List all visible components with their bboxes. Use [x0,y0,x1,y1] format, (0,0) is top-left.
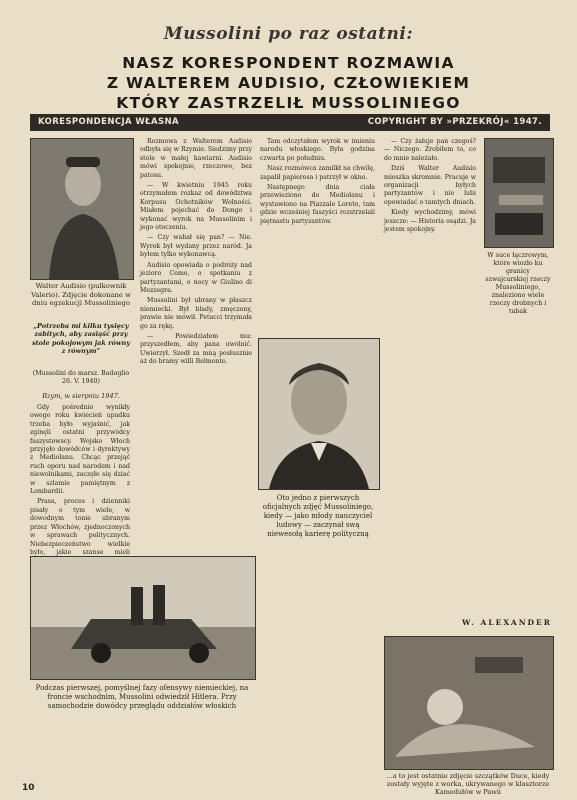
suitcase-photo [484,138,554,248]
remains-photo-icon [385,637,553,769]
column-4-p3: Kiedy wychodzimy, mówi jeszcze: — Historia osądzi. Ja jestem spokojny. [384,209,476,234]
column-4-p2: Dziś Walter Audisio mieszka skromnie. Pracuje w organizacji byłych partyzantów i nie lubi opowiadać o tamtych dniach. [384,165,476,206]
suitcase-caption: W suce łączrowym, które wiozło ku granicy szwajcarskiej rzeczy Mussoliniego, znaleziono wiele rzeczy drobnych i tabak [485,252,551,315]
audisio-photo-icon [31,139,133,279]
column-2-p5: Mussolini był ubrany w płaszcz niemiecki. Był blady, zmęczony, prawie nie mówił. Petacci trzymała go za rękę. [140,297,252,330]
headline-line-3: KTÓRY ZASTRZELIŁ MUSSOLINIEGO [116,94,461,112]
column-2-p2: — W kwietniu 1945 roku otrzymałem rozkaz od dowództwa Korpusu Ochotników Wolności. Miałem pojechać do Dongo i wykonać wyrok na Mussolinim i jego otoczeniu. [140,182,252,232]
column-1-p1: Gdy pośrednio wynikły owego roku kwiecień upadku trzeba było wyjaśnić, jak zginęli ostatni przywódcy faszystowscy. Wojsko Włoch przyjęło dowódców i dyrektywy z Mediolanu. Chcąc przejąć ruch oporu nad narodem i nad niewolnikami, zaczęło się dziać w szlamie pamiętnym z Lombardii. [30,404,130,496]
audisio-caption: Walter Audisio (pulkownik Valerio). Zdjęcie dokonane w dniu egzekucji Mussoliniego [31,282,131,308]
remains-caption: ...a to jest ostatnie zdjęcie szczątków Duce, kiedy zostały wyjęte z worka, ukrywanego w klasztorze Kamedułów w Pawii [386,772,550,796]
column-3 [260,138,375,333]
portrait-photo [258,338,380,490]
dateline: Rzym, w sierpniu 1947. [42,392,120,400]
car-photo-icon [31,557,255,679]
column-4-p1: — Czy żałuje pan czegoś? — Niczego. Zrobiłem to, co do mnie należało. [384,138,476,162]
column-3-p2: Nasz rozmówca zamilkł na chwilę, zapalił papierosa i patrzył w okno. [260,165,375,181]
page-number: 10 [22,783,35,793]
kicker-title: Mussolini po raz ostatni: [163,24,414,44]
column-2-p6: — Powiedziałem mu: przyszedłem, aby pana uwolnić. Uwierzył. Szedł za mną posłusznie aż do bramy willi Belmonte. [140,332,252,366]
column-2-p4: Audisio opowiada o podróży nad jezioro Como, o spotkaniu z partyzantami, o nocy w Giulino di Mezzegra. [140,261,252,294]
column-2-p3: — Czy wahał się pan? — Nie. Wyrok był wydany przez naród. Ja byłem tylko wykonawcą. [140,234,252,259]
portrait-caption: Oto jedno z pierwszych oficjalnych zdjęć Mussoliniego, kiedy — jako młody nauczyciel ludowy — zaczynał swą niewesołą karierę polityczną [262,494,374,538]
column-1 [30,404,130,554]
portrait-photo-icon [259,339,379,489]
column-2 [140,138,252,528]
headline-line-1: NASZ KORESPONDENT ROZMAWIA [122,54,455,72]
quote-text: „Potrzeba mi kilku tysięcy zabitych, aby zasiąść przy stole pokojowym jak równy z równym” [32,322,130,356]
column-4 [384,138,476,388]
column-3-p3: Następnego dnia ciała przewieziono do Mediolanu i wystawiono na Piazzale Loreto, tam gdzie wcześniej faszyści rozstrzelali piętnastu partyzantów. [260,184,375,225]
car-caption: Podczas pierwszej, pomyślnej fazy ofensywy niemieckiej, na froncie wschodnim, Mussolini odwiedził Hitlera. Przy samochodzie dowódcy przeglądu oddziałów włoskich [35,684,249,710]
column-3-p1: Tam odczytałem wyrok w imieniu narodu włoskiego. Była godzina czwarta po południu. [260,138,375,162]
column-2-p1: Rozmowa z Walterem Audisio odbyła się w Rzymie. Siedzimy przy stole w małej kawiarni. Audisio mówi spokojnie, rzeczowo, bez patosu. [140,138,252,179]
car-photo [30,556,256,680]
audisio-photo [30,138,134,280]
author-signature: W. ALEXANDER [462,618,552,627]
byline-band [30,114,550,131]
headline [30,53,547,113]
column-1-p2: Prasa, proces i dzienniki pisały o tym wiele, w dowodnym tonie ubranym przez Włochów, zjednoczonych w sprawach politycznych. Niebezpieczeństwo wielkie było, jakie szanse mieli [30,498,130,556]
remains-photo [384,636,554,770]
byline-left: KORESPONDENCJA WŁASNA [38,117,180,127]
copyright-label: COPYRIGHT BY »PRZEKRÓJ« 1947. [367,117,542,127]
quote-source: (Mussolini do marsz. Badoglio 26. V. 1940) [32,370,130,385]
suitcase-photo-icon [485,139,553,247]
headline-line-2: Z WALTEREM AUDISIO, CZŁOWIEKIEM [106,74,471,92]
